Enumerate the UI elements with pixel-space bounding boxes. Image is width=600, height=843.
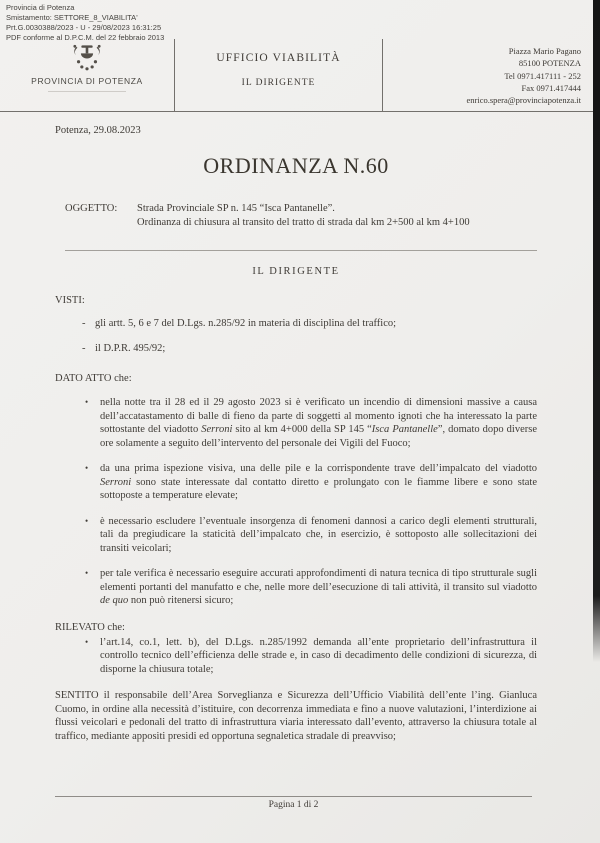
dash-marker: - <box>82 318 86 329</box>
bullet-text: da una prima ispezione visiva, una delle pile e la corrispondente trave dell’impalcato del viadotto Serroni sono state interessate dal contatto diretto e prolungato con le fiamme libere e sono state sottoposte a temperature elevate; <box>100 463 537 501</box>
office-name: UFFICIO VIABILITÀ <box>216 52 341 64</box>
bullet-text: per tale verifica è necessario eseguire accurati approfondimenti di natura tecnica di tipo strutturale sugli elementi portanti del manufatto e che, nelle more dell’esecuzione di tali attività, il transito sul viadotto de quo non può ritenersi sicuro; <box>100 568 537 606</box>
subject-block <box>55 202 537 230</box>
dash-marker: - <box>82 342 86 354</box>
letterhead-office-cell <box>175 39 383 111</box>
letterhead-org-cell <box>0 39 175 111</box>
sentito-paragraph: SENTITO il responsabile dell’Area Sorveglianza e Sicurezza dell’Ufficio Viabilità dell’ente l’ing. Gianluca Cuomo, in ordine alla necessità d’istituire, con decorrenza immediata e fino a nuove valutazioni, l’interdizione ai flussi veicolari e pedonali del tratto di infrastruttura viaria interessato dall’evento, attraverso la chiusura totale al traffico, mediante appositi presidi ed opportuna segnaletica stradale di preavviso; <box>55 690 537 743</box>
visti-item <box>55 317 537 331</box>
section-divider <box>65 250 537 251</box>
rilevato-label: RILEVATO che: <box>55 621 125 633</box>
bullet-item <box>55 462 537 503</box>
visti-item <box>55 342 537 356</box>
document-body <box>0 112 593 744</box>
scan-metadata-line: Prt.G.0030388/2023 - U - 29/08/2023 16:31:25 <box>6 22 162 32</box>
scan-edge-artifact <box>593 0 600 662</box>
office-role: IL DIRIGENTE <box>241 78 316 88</box>
bullet-text: l’art.14, co.1, lett. b), del D.Lgs. n.285/1992 demanda all’ente proprietario dell’infrastruttura il controllo tecnico dell’efficienza delle strade e, in caso di decadimento delle condizioni di sicurezza, di disporne la chiusura totale; <box>100 636 537 675</box>
letterhead <box>0 39 593 112</box>
provincia-di-potenza-crest-icon <box>68 43 106 73</box>
scan-metadata-line: PDF conforme al D.P.C.M. del 22 febbraio 2013 <box>6 32 165 42</box>
page-footer <box>55 796 532 810</box>
bullet-text: nella notte tra il 28 ed il 29 agosto 2023 si è verificato un incendio di dimensioni massive a causa dell’accatastamento di balle di fieno da parte di soggetti al momento ignoti che ha interessato la parte sottostante del viadotto Serroni sito al km 4+000 della SP 145 “Isca Pantanelle”, domato dopo diverse ore solamente a seguito dell’intervento del personale dei Vigili del Fuoco; <box>100 397 537 449</box>
subject-line: Ordinanza di chiusura al transito del tratto di strada dal km 2+500 al km 4+100 <box>137 217 470 228</box>
bullet-item <box>55 567 537 608</box>
email-address: enrico.spera@provinciapotenza.it <box>466 95 581 106</box>
scan-metadata <box>6 3 164 43</box>
address-line: Fax 0971.417444 <box>521 82 581 93</box>
address-line: Tel 0971.417111 - 252 <box>504 70 581 81</box>
bullet-marker: • <box>85 463 89 473</box>
bullet-item <box>55 396 537 450</box>
letterhead-address-cell <box>383 39 593 111</box>
bullet-marker: • <box>85 515 89 526</box>
bullet-item <box>55 636 537 677</box>
org-name: PROVINCIA DI POTENZA <box>31 76 143 86</box>
visti-label: VISTI: <box>55 295 85 306</box>
bullet-marker: • <box>85 568 89 578</box>
bullet-text: è necessario escludere l’eventuale insorgenza di fenomeni dannosi a carico degli elementi strutturali, tali da pregiudicare la staticità dell’impalcato che, in esercizio, è sottoposto alle sollecitazioni dei transiti veicolari; <box>100 515 537 554</box>
ordinance-title: ORDINANZA N.60 <box>203 153 389 178</box>
page-number: Pagina 1 di 2 <box>268 800 319 810</box>
visti-item-text: il D.P.R. 495/92; <box>95 342 166 354</box>
dateline: Potenza, 29.08.2023 <box>55 125 141 136</box>
bullet-marker: • <box>85 636 89 647</box>
subject-label: OGGETTO: <box>65 203 118 214</box>
subject-line: Strada Provinciale SP n. 145 “Isca Pantanelle”. <box>137 203 335 214</box>
bullet-marker: • <box>85 397 89 407</box>
dato-atto-label: DATO ATTO che: <box>55 373 132 384</box>
scan-metadata-line: Smistamento: SETTORE_8_VIABILITA' <box>6 12 138 22</box>
scan-metadata-line: Provincia di Potenza <box>6 3 75 12</box>
address-line: Piazza Mario Pagano <box>508 46 581 56</box>
visti-item-text: gli artt. 5, 6 e 7 del D.Lgs. n.285/92 in materia di disciplina del traffico; <box>95 318 397 329</box>
subject-text <box>137 202 470 230</box>
address-line: 85100 POTENZA <box>518 58 581 69</box>
bullet-item <box>55 515 537 556</box>
org-underline <box>48 91 126 92</box>
section-heading: IL DIRIGENTE <box>252 266 340 277</box>
